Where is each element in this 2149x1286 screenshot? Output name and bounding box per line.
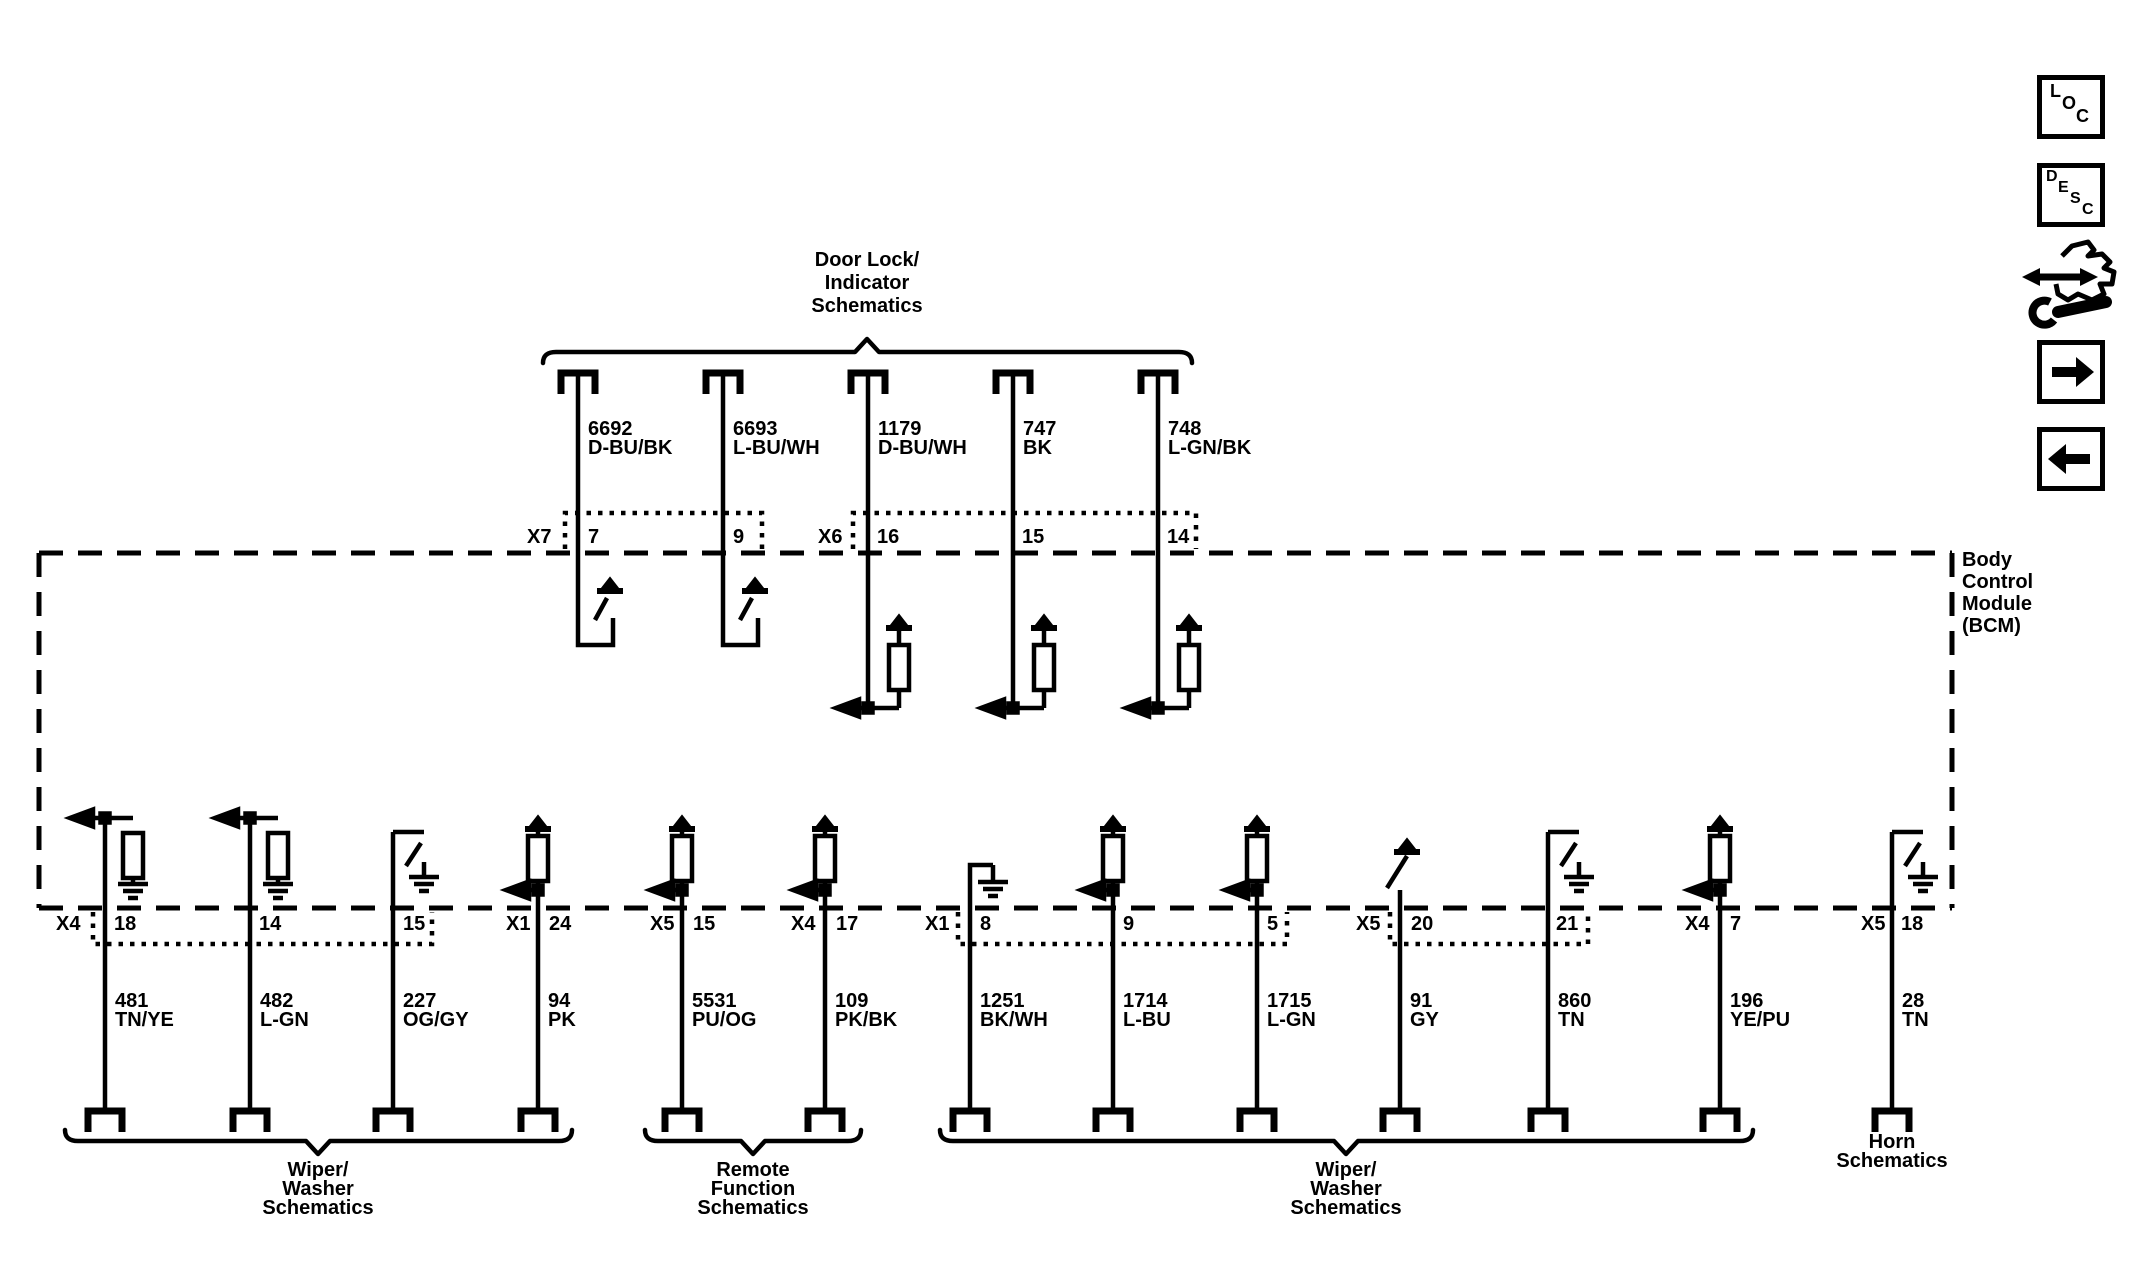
- forward-button[interactable]: [2037, 340, 2105, 404]
- circuit-number: 1714: [1123, 990, 1168, 1012]
- wire-label-6693: [733, 420, 820, 458]
- wire-label-28: [1902, 992, 1929, 1030]
- pin-label: 5: [1267, 913, 1279, 935]
- circuit-number: 94: [548, 990, 571, 1012]
- wire-color: D-BU/WH: [878, 437, 967, 459]
- connector-label-x4: X4: [1685, 913, 1710, 935]
- wire-color: L-BU: [1123, 1009, 1171, 1031]
- desc-letter: D: [2046, 168, 2058, 185]
- wire-color: TN: [1902, 1009, 1929, 1031]
- connector-label-x1: X1: [506, 913, 531, 935]
- connector-label-x5: X5: [650, 913, 675, 935]
- circuit-number: 5531: [692, 990, 737, 1012]
- pin-label: 21: [1556, 913, 1579, 935]
- wire-color: TN/YE: [115, 1009, 174, 1031]
- circuit-number: 1715: [1267, 990, 1312, 1012]
- circuit-number: 1251: [980, 990, 1025, 1012]
- wire-label-1251: [980, 992, 1048, 1030]
- circuit-number: 481: [115, 990, 149, 1012]
- desc-letter: E: [2058, 179, 2069, 196]
- desc-button[interactable]: [2037, 163, 2105, 227]
- circuit-number: 1179: [878, 418, 922, 440]
- section-link-remote-function: Remote Function Schematics: [697, 1159, 809, 1219]
- circuit-number: 6692: [588, 418, 633, 440]
- pin-label: 7: [588, 526, 600, 548]
- circuit-number: 748: [1168, 418, 1202, 440]
- wire-label-1715: [1267, 992, 1316, 1030]
- connector-label-x5: X5: [1861, 913, 1886, 935]
- wire-color: OG/GY: [403, 1009, 469, 1031]
- section-line: Door Lock/: [814, 249, 920, 271]
- wire-color: TN: [1558, 1009, 1585, 1031]
- wire-color: D-BU/BK: [588, 437, 673, 459]
- wire-label-109: [835, 992, 897, 1030]
- section-link-wiper-washer-1: Wiper/ Washer Schematics: [262, 1159, 374, 1219]
- wire-label-482: [260, 992, 309, 1030]
- wire-label-6692: [588, 420, 672, 458]
- wire-label-748: [1168, 420, 1251, 458]
- circuit-number: 28: [1902, 990, 1925, 1012]
- wire-color: BK: [1023, 437, 1052, 459]
- section-link-wiper-washer-2: Wiper/ Washer Schematics: [1290, 1159, 1402, 1219]
- wire-label-196: [1730, 992, 1790, 1030]
- wire-color: PU/OG: [692, 1009, 757, 1031]
- pin-label: 16: [877, 526, 900, 548]
- pin-label: 15: [1022, 526, 1045, 548]
- wire-color: PK/BK: [835, 1009, 898, 1031]
- wire-label-860: [1558, 992, 1591, 1030]
- wire-label-481: [115, 992, 174, 1030]
- left-arrow-icon: [2042, 432, 2100, 486]
- back-button[interactable]: [2037, 427, 2105, 491]
- section-link-horn: Horn Schematics: [1836, 1131, 1948, 1172]
- bcm-boundary-box: [39, 553, 1952, 908]
- wire-color: L-GN: [1267, 1009, 1316, 1031]
- wire-color: GY: [1410, 1009, 1439, 1031]
- pin-label: 18: [1901, 913, 1924, 935]
- wire-color: BK/WH: [980, 1009, 1048, 1031]
- pin-label: 8: [980, 913, 992, 935]
- section-line: Schematics: [811, 295, 923, 317]
- pin-label: 15: [403, 913, 426, 935]
- connector-label-x1: X1: [925, 913, 950, 935]
- section-braces: [65, 339, 1753, 1154]
- wire-color: L-GN: [260, 1009, 309, 1031]
- circuit-number: 747: [1023, 418, 1057, 440]
- circuit-number: 6693: [733, 418, 778, 440]
- wire-label-5531: [692, 992, 756, 1030]
- pin-label: 18: [114, 913, 137, 935]
- circuit-number: 196: [1730, 990, 1764, 1012]
- pin-label: 14: [1167, 526, 1190, 548]
- connector-label-x6: X6: [818, 526, 843, 548]
- connector-label-x4: X4: [791, 913, 816, 935]
- connector-dotted-boxes: [93, 513, 1588, 944]
- wire-label-94: [548, 992, 576, 1030]
- wire-label-1179: [878, 420, 967, 458]
- jump-wrench-icon[interactable]: [2014, 238, 2124, 330]
- wire-color: L-GN/BK: [1168, 437, 1252, 459]
- pin-label: 24: [549, 913, 572, 935]
- section-link-door-lock: [811, 249, 922, 318]
- pin-label: 14: [259, 913, 282, 935]
- wire-color: L-BU/WH: [733, 437, 820, 459]
- right-arrow-icon: [2042, 345, 2100, 399]
- wire-label-747: [1023, 420, 1056, 458]
- connector-label-x5: X5: [1356, 913, 1381, 935]
- section-line: Indicator: [824, 272, 910, 294]
- pin-label: 20: [1411, 913, 1434, 935]
- connector-label-x4: X4: [56, 913, 81, 935]
- pin-label: 15: [693, 913, 716, 935]
- circuit-number: 482: [260, 990, 294, 1012]
- pin-label: 9: [733, 526, 745, 548]
- wire-label-227: [403, 992, 469, 1030]
- wire-label-1714: [1123, 992, 1171, 1030]
- loc-letter: O: [2062, 93, 2077, 113]
- desc-letter: C: [2082, 201, 2094, 218]
- pin-label: 7: [1730, 913, 1742, 935]
- pin-label: 17: [836, 913, 859, 935]
- connector-label-x7: X7: [527, 526, 552, 548]
- loc-letter: C: [2076, 106, 2089, 126]
- bcm-label: Body Control Module (BCM): [1962, 549, 2034, 637]
- circuit-number: 860: [1558, 990, 1592, 1012]
- desc-letter: S: [2070, 190, 2081, 207]
- wire-color: PK: [548, 1009, 576, 1031]
- loc-letter: L: [2050, 81, 2061, 101]
- wire-label-91: [1410, 992, 1439, 1030]
- pin-label: 9: [1123, 913, 1135, 935]
- circuit-number: 227: [403, 990, 437, 1012]
- loc-button[interactable]: [2037, 75, 2105, 139]
- circuit-number: 109: [835, 990, 869, 1012]
- circuit-number: 91: [1410, 990, 1433, 1012]
- wire-color: YE/PU: [1730, 1009, 1791, 1031]
